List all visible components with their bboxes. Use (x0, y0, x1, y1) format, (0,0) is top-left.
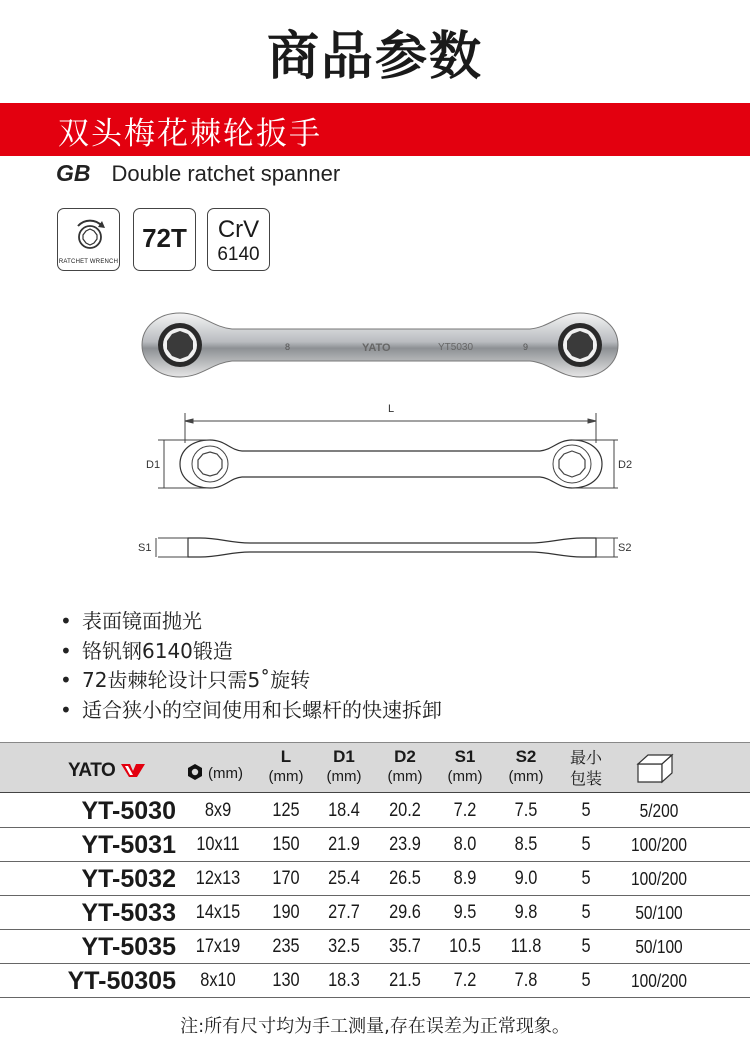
table-row: YT-5035 17x19 235 32.5 35.7 10.5 11.8 5 50/100 (0, 930, 750, 964)
ratchet-badge (57, 208, 120, 271)
model-cell: YT-5031 (81, 831, 176, 859)
teeth-badge (133, 208, 196, 271)
table-row: YT-5033 14x15 190 27.7 29.6 9.5 9.8 5 50/100 (0, 896, 750, 930)
length-label: L (388, 403, 395, 415)
feature-item: • 表面镜面抛光 (60, 609, 202, 633)
product-photo (140, 305, 620, 385)
column-header-min-pack: 最小 包装 (569, 748, 602, 788)
material-name: CrV (217, 216, 260, 243)
model-cell: YT-5035 (81, 933, 176, 961)
standard-label: GB (56, 160, 91, 186)
feature-item: • 72齿棘轮设计只需5˚旋转 (60, 668, 311, 692)
model-cell: YT-5033 (81, 899, 176, 927)
table-row: YT-5031 10x11 150 21.9 23.9 8.0 8.5 5 100/200 (0, 828, 750, 862)
product-name-cn: 双头梅花棘轮扳手 (58, 116, 322, 152)
column-header-d2: D2 (mm) (387, 747, 423, 785)
teeth-count: 72T (142, 223, 187, 253)
photo-brand: YATO (362, 342, 391, 354)
material-badge (207, 208, 270, 271)
feature-list (60, 607, 442, 725)
photo-size-left: 8 (285, 342, 291, 352)
model-cell: YT-5032 (81, 865, 176, 893)
ratchet-caption: RATCHET WRENCH (58, 259, 119, 265)
column-header-s2: S2 (mm) (508, 747, 544, 785)
table-header (0, 742, 750, 793)
table-row: YT-5030 8x9 125 18.4 20.2 7.2 7.5 5 5/200 (0, 794, 750, 828)
dimension-drawing (130, 398, 650, 568)
photo-size-right: 9 (523, 342, 529, 352)
column-header-d1: D1 (mm) (326, 747, 362, 785)
model-cell: YT-50305 (67, 967, 176, 995)
d1-label: D1 (146, 459, 161, 471)
product-name-en: Double ratchet spanner (111, 161, 341, 186)
spec-table (0, 740, 750, 1000)
feature-item: • 铬钒钢6140锻造 (60, 638, 233, 663)
product-subtitle (56, 160, 340, 187)
measurement-note: 注:所有尺寸均为手工测量,存在误差为正常现象。 (180, 1016, 570, 1037)
model-cell: YT-5030 (81, 797, 176, 825)
s1-label: S1 (138, 542, 152, 554)
yato-mark-icon (120, 762, 146, 778)
material-grade: 6140 (217, 244, 260, 265)
table-row: YT-50305 8x10 130 18.3 21.5 7.2 7.8 5 100/200 (0, 964, 750, 998)
column-header-l: L (mm) (268, 747, 304, 785)
photo-model: YT5030 (438, 342, 474, 353)
column-header-s1: S1 (mm) (447, 747, 483, 785)
ratchet-icon (70, 214, 110, 254)
hex-nut-icon (186, 763, 204, 781)
page-title: 商品参数 (266, 27, 483, 87)
table-row: YT-5032 12x13 170 25.4 26.5 8.9 9.0 5 100/200 (0, 862, 750, 896)
box-icon (635, 752, 675, 784)
size-column-header: (mm) (186, 763, 243, 782)
s2-label: S2 (618, 542, 632, 554)
brand-logo: YATO (68, 760, 146, 782)
feature-item: • 适合狭小的空间使用和长螺杆的快速拆卸 (60, 697, 442, 722)
d2-label: D2 (618, 459, 633, 471)
